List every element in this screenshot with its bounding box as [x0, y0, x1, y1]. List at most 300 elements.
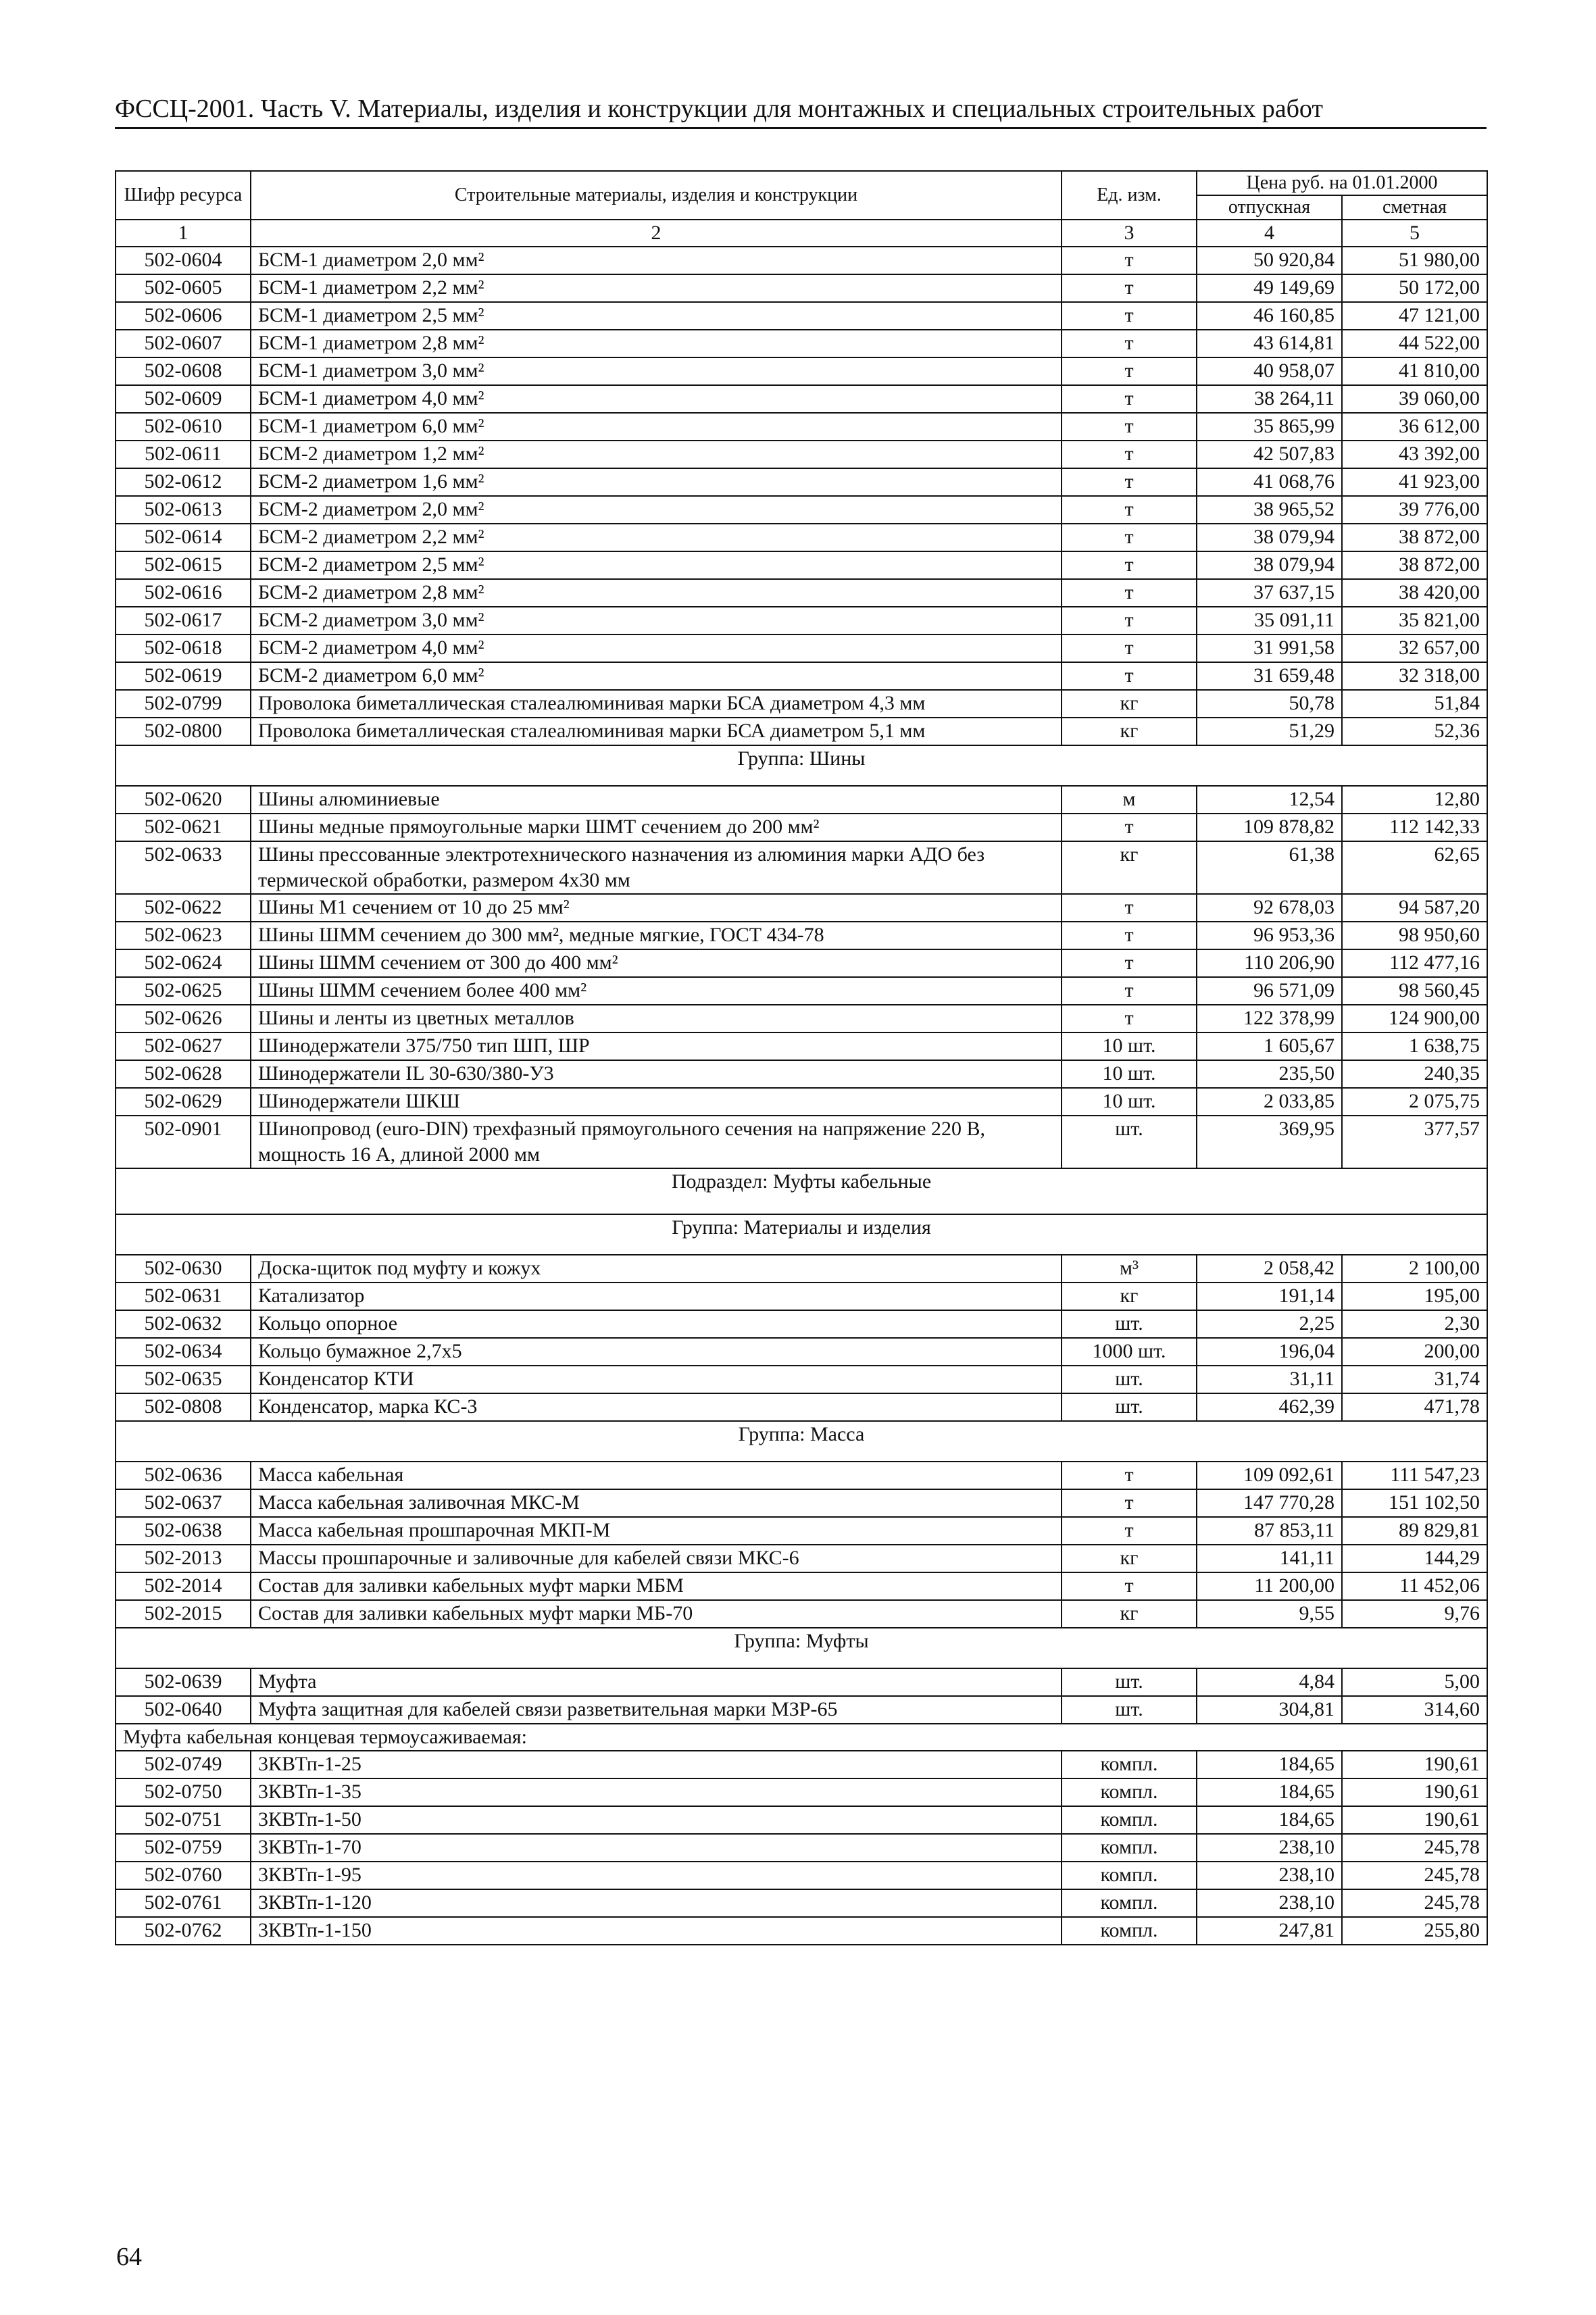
resource-code-cell: 502-0622 — [116, 894, 251, 922]
material-name-cell: БСМ-2 диаметром 6,0 мм² — [251, 662, 1062, 690]
estimate-price-cell: 89 829,81 — [1342, 1517, 1487, 1545]
resource-code-cell: 502-0636 — [116, 1462, 251, 1489]
table-row — [116, 1751, 1487, 1778]
release-price-cell: 247,81 — [1197, 1917, 1342, 1945]
unit-cell: м³ — [1062, 1255, 1197, 1283]
material-name-cell: Масса кабельная — [251, 1462, 1062, 1489]
estimate-price-cell: 195,00 — [1342, 1283, 1487, 1310]
estimate-price-cell: 2,30 — [1342, 1310, 1487, 1338]
heading-row — [116, 1724, 1487, 1751]
release-price-cell: 37 637,15 — [1197, 579, 1342, 607]
table-row — [116, 1806, 1487, 1834]
resource-code-cell: 502-0632 — [116, 1310, 251, 1338]
estimate-price-cell: 39 060,00 — [1342, 385, 1487, 413]
unit-cell: шт. — [1062, 1393, 1197, 1421]
material-name-cell: БСМ-1 диаметром 2,0 мм² — [251, 247, 1062, 274]
unit-cell: т — [1062, 1517, 1197, 1545]
column-header-name: Строительные материалы, изделия и конструкции — [251, 171, 1062, 220]
material-name-cell: БСМ-1 диаметром 3,0 мм² — [251, 357, 1062, 385]
material-name-cell: Доска-щиток под муфту и кожух — [251, 1255, 1062, 1283]
unit-cell: 10 шт. — [1062, 1060, 1197, 1088]
unit-cell: т — [1062, 302, 1197, 330]
table-row — [116, 607, 1487, 634]
release-price-cell: 110 206,90 — [1197, 949, 1342, 977]
table-row — [116, 302, 1487, 330]
estimate-price-cell: 1 638,75 — [1342, 1032, 1487, 1060]
resource-code-cell: 502-0631 — [116, 1283, 251, 1310]
release-price-cell: 109 092,61 — [1197, 1462, 1342, 1489]
unit-cell: кг — [1062, 1545, 1197, 1572]
estimate-price-cell: 36 612,00 — [1342, 413, 1487, 441]
material-name-cell: Шинодержатели 375/750 тип ШП, ШР — [251, 1032, 1062, 1060]
estimate-price-cell: 39 776,00 — [1342, 496, 1487, 524]
resource-code-cell: 502-0621 — [116, 814, 251, 841]
material-name-cell: БСМ-2 диаметром 2,8 мм² — [251, 579, 1062, 607]
table-row — [116, 1338, 1487, 1366]
column-number: 5 — [1342, 220, 1487, 247]
release-price-cell: 40 958,07 — [1197, 357, 1342, 385]
release-price-cell: 1 605,67 — [1197, 1032, 1342, 1060]
release-price-cell: 31 991,58 — [1197, 634, 1342, 662]
unit-cell: компл. — [1062, 1917, 1197, 1945]
release-price-cell: 122 378,99 — [1197, 1005, 1342, 1032]
release-price-cell: 49 149,69 — [1197, 274, 1342, 302]
estimate-price-cell: 111 547,23 — [1342, 1462, 1487, 1489]
estimate-price-cell: 32 318,00 — [1342, 662, 1487, 690]
table-row — [116, 1393, 1487, 1421]
material-name-cell: Масса кабельная прошпарочная МКП-М — [251, 1517, 1062, 1545]
resource-code-cell: 502-0750 — [116, 1778, 251, 1806]
estimate-price-cell: 38 872,00 — [1342, 524, 1487, 551]
release-price-cell: 191,14 — [1197, 1283, 1342, 1310]
unit-cell: т — [1062, 579, 1197, 607]
release-price-cell: 43 614,81 — [1197, 330, 1342, 357]
resource-code-cell: 502-0761 — [116, 1889, 251, 1917]
unit-cell: шт. — [1062, 1668, 1197, 1696]
estimate-price-cell: 245,78 — [1342, 1862, 1487, 1889]
release-price-cell: 238,10 — [1197, 1862, 1342, 1889]
release-price-cell: 35 091,11 — [1197, 607, 1342, 634]
table-row — [116, 441, 1487, 468]
resource-code-cell: 502-0610 — [116, 413, 251, 441]
material-name-cell: Шины М1 сечением от 10 до 25 мм² — [251, 894, 1062, 922]
material-name-cell: Проволока биметаллическая сталеалюминивая марки БСА диаметром 4,3 мм — [251, 690, 1062, 718]
release-price-cell: 46 160,85 — [1197, 302, 1342, 330]
unit-cell: т — [1062, 1005, 1197, 1032]
unit-cell: т — [1062, 468, 1197, 496]
resource-code-cell: 502-0606 — [116, 302, 251, 330]
resource-code-cell: 502-0607 — [116, 330, 251, 357]
unit-cell: т — [1062, 247, 1197, 274]
estimate-price-cell: 190,61 — [1342, 1778, 1487, 1806]
estimate-price-cell: 50 172,00 — [1342, 274, 1487, 302]
material-name-cell: Проволока биметаллическая сталеалюминивая марки БСА диаметром 5,1 мм — [251, 718, 1062, 745]
estimate-price-cell: 47 121,00 — [1342, 302, 1487, 330]
release-price-cell: 87 853,11 — [1197, 1517, 1342, 1545]
unit-cell: т — [1062, 1572, 1197, 1600]
estimate-price-cell: 112 142,33 — [1342, 814, 1487, 841]
material-name-cell: БСМ-2 диаметром 2,0 мм² — [251, 496, 1062, 524]
resource-code-cell: 502-0618 — [116, 634, 251, 662]
table-row — [116, 330, 1487, 357]
release-price-cell: 462,39 — [1197, 1393, 1342, 1421]
release-price-cell: 42 507,83 — [1197, 441, 1342, 468]
estimate-price-cell: 43 392,00 — [1342, 441, 1487, 468]
estimate-price-cell: 314,60 — [1342, 1696, 1487, 1724]
resource-code-cell: 502-0638 — [116, 1517, 251, 1545]
estimate-price-cell: 38 420,00 — [1342, 579, 1487, 607]
resource-code-cell: 502-0616 — [116, 579, 251, 607]
resource-code-cell: 502-0634 — [116, 1338, 251, 1366]
table-row — [116, 496, 1487, 524]
table-row — [116, 1834, 1487, 1862]
release-price-cell: 196,04 — [1197, 1338, 1342, 1366]
material-name-cell: 3КВТп-1-70 — [251, 1834, 1062, 1862]
unit-cell: т — [1062, 385, 1197, 413]
table-row — [116, 579, 1487, 607]
table-row — [116, 357, 1487, 385]
table-row — [116, 977, 1487, 1005]
estimate-price-cell: 471,78 — [1342, 1393, 1487, 1421]
release-price-cell: 11 200,00 — [1197, 1572, 1342, 1600]
estimate-price-cell: 51,84 — [1342, 690, 1487, 718]
unit-cell: компл. — [1062, 1751, 1197, 1778]
material-name-cell: Муфта защитная для кабелей связи разветвительная марки МЗР-65 — [251, 1696, 1062, 1724]
unit-cell: кг — [1062, 841, 1197, 894]
resource-code-cell: 502-0639 — [116, 1668, 251, 1696]
resource-code-cell: 502-0612 — [116, 468, 251, 496]
material-name-cell: БСМ-1 диаметром 2,5 мм² — [251, 302, 1062, 330]
material-name-cell: БСМ-2 диаметром 1,6 мм² — [251, 468, 1062, 496]
material-name-cell: Массы прошпарочные и заливочные для кабелей связи МКС-6 — [251, 1545, 1062, 1572]
material-name-cell: 3КВТп-1-120 — [251, 1889, 1062, 1917]
column-header-estimate-price: сметная — [1342, 195, 1487, 220]
material-name-cell: 3КВТп-1-150 — [251, 1917, 1062, 1945]
material-name-cell: Конденсатор КТИ — [251, 1366, 1062, 1393]
price-table — [115, 170, 1488, 1945]
unit-cell: компл. — [1062, 1889, 1197, 1917]
material-name-cell: БСМ-2 диаметром 2,2 мм² — [251, 524, 1062, 551]
unit-cell: шт. — [1062, 1116, 1197, 1168]
group-title: Группа: Муфты — [116, 1628, 1487, 1668]
material-name-cell: Кольцо бумажное 2,7х5 — [251, 1338, 1062, 1366]
material-name-cell: Катализатор — [251, 1283, 1062, 1310]
unit-cell: компл. — [1062, 1778, 1197, 1806]
resource-code-cell: 502-0800 — [116, 718, 251, 745]
release-price-cell: 38 079,94 — [1197, 551, 1342, 579]
material-name-cell: 3КВТп-1-95 — [251, 1862, 1062, 1889]
group-row — [116, 1421, 1487, 1462]
column-header-release-price: отпускная — [1197, 195, 1342, 220]
unit-cell: 10 шт. — [1062, 1088, 1197, 1116]
table-row — [116, 468, 1487, 496]
release-price-cell: 235,50 — [1197, 1060, 1342, 1088]
material-name-cell: БСМ-2 диаметром 3,0 мм² — [251, 607, 1062, 634]
column-header-unit: Ед. изм. — [1062, 171, 1197, 220]
material-name-cell: БСМ-1 диаметром 6,0 мм² — [251, 413, 1062, 441]
unit-cell: т — [1062, 357, 1197, 385]
table-row — [116, 1310, 1487, 1338]
table-row — [116, 786, 1487, 814]
category-heading: Муфта кабельная концевая термоусаживаемая: — [116, 1724, 1487, 1751]
table-row — [116, 922, 1487, 949]
material-name-cell: Шинопровод (euro-DIN) трехфазный прямоугольного сечения на напряжение 220 В, мощность 16 А, длиной 2000 мм — [251, 1116, 1062, 1168]
estimate-price-cell: 94 587,20 — [1342, 894, 1487, 922]
group-title: Группа: Шины — [116, 745, 1487, 786]
subsection-title: Подраздел: Муфты кабельные — [116, 1168, 1487, 1214]
estimate-price-cell: 35 821,00 — [1342, 607, 1487, 634]
table-row — [116, 1862, 1487, 1889]
table-row — [116, 1696, 1487, 1724]
estimate-price-cell: 11 452,06 — [1342, 1572, 1487, 1600]
table-row — [116, 385, 1487, 413]
unit-cell: т — [1062, 634, 1197, 662]
release-price-cell: 96 571,09 — [1197, 977, 1342, 1005]
release-price-cell: 92 678,03 — [1197, 894, 1342, 922]
table-row — [116, 662, 1487, 690]
group-title: Группа: Материалы и изделия — [116, 1214, 1487, 1255]
table-row — [116, 894, 1487, 922]
resource-code-cell: 502-2015 — [116, 1600, 251, 1628]
release-price-cell: 109 878,82 — [1197, 814, 1342, 841]
table-row — [116, 1917, 1487, 1945]
unit-cell: шт. — [1062, 1310, 1197, 1338]
release-price-cell: 31,11 — [1197, 1366, 1342, 1393]
material-name-cell: Состав для заливки кабельных муфт марки МБ-70 — [251, 1600, 1062, 1628]
estimate-price-cell: 41 810,00 — [1342, 357, 1487, 385]
unit-cell: т — [1062, 330, 1197, 357]
estimate-price-cell: 377,57 — [1342, 1116, 1487, 1168]
resource-code-cell: 502-0635 — [116, 1366, 251, 1393]
material-name-cell: Шины ШММ сечением от 300 до 400 мм² — [251, 949, 1062, 977]
material-name-cell: Шины медные прямоугольные марки ШМТ сечением до 200 мм² — [251, 814, 1062, 841]
material-name-cell: БСМ-2 диаметром 2,5 мм² — [251, 551, 1062, 579]
document-title: ФССЦ-2001. Часть V. Материалы, изделия и конструкции для монтажных и специальных строительных работ — [115, 93, 1487, 129]
resource-code-cell: 502-0749 — [116, 1751, 251, 1778]
resource-code-cell: 502-0626 — [116, 1005, 251, 1032]
unit-cell: т — [1062, 894, 1197, 922]
material-name-cell: Шины ШММ сечением более 400 мм² — [251, 977, 1062, 1005]
column-number: 1 — [116, 220, 251, 247]
estimate-price-cell: 38 872,00 — [1342, 551, 1487, 579]
release-price-cell: 184,65 — [1197, 1751, 1342, 1778]
group-title: Группа: Масса — [116, 1421, 1487, 1462]
release-price-cell: 38 965,52 — [1197, 496, 1342, 524]
subsection-row — [116, 1168, 1487, 1214]
unit-cell: т — [1062, 814, 1197, 841]
group-row — [116, 1214, 1487, 1255]
estimate-price-cell: 2 075,75 — [1342, 1088, 1487, 1116]
column-number: 3 — [1062, 220, 1197, 247]
estimate-price-cell: 12,80 — [1342, 786, 1487, 814]
estimate-price-cell: 151 102,50 — [1342, 1489, 1487, 1517]
release-price-cell: 238,10 — [1197, 1834, 1342, 1862]
release-price-cell: 4,84 — [1197, 1668, 1342, 1696]
table-row — [116, 841, 1487, 894]
release-price-cell: 147 770,28 — [1197, 1489, 1342, 1517]
resource-code-cell: 502-0615 — [116, 551, 251, 579]
table-row — [116, 1668, 1487, 1696]
estimate-price-cell: 2 100,00 — [1342, 1255, 1487, 1283]
resource-code-cell: 502-0628 — [116, 1060, 251, 1088]
page-number: 64 — [116, 2243, 142, 2271]
unit-cell: кг — [1062, 690, 1197, 718]
unit-cell: т — [1062, 496, 1197, 524]
material-name-cell: Шинодержатели IL 30-630/380-У3 — [251, 1060, 1062, 1088]
estimate-price-cell: 44 522,00 — [1342, 330, 1487, 357]
unit-cell: т — [1062, 977, 1197, 1005]
material-name-cell: 3КВТп-1-50 — [251, 1806, 1062, 1834]
release-price-cell: 61,38 — [1197, 841, 1342, 894]
release-price-cell: 51,29 — [1197, 718, 1342, 745]
estimate-price-cell: 144,29 — [1342, 1545, 1487, 1572]
resource-code-cell: 502-2014 — [116, 1572, 251, 1600]
unit-cell: компл. — [1062, 1862, 1197, 1889]
estimate-price-cell: 112 477,16 — [1342, 949, 1487, 977]
column-number: 4 — [1197, 220, 1342, 247]
estimate-price-cell: 32 657,00 — [1342, 634, 1487, 662]
unit-cell: шт. — [1062, 1696, 1197, 1724]
resource-code-cell: 502-0751 — [116, 1806, 251, 1834]
material-name-cell: Состав для заливки кабельных муфт марки МБМ — [251, 1572, 1062, 1600]
estimate-price-cell: 98 950,60 — [1342, 922, 1487, 949]
table-row — [116, 634, 1487, 662]
unit-cell: компл. — [1062, 1834, 1197, 1862]
resource-code-cell: 502-0640 — [116, 1696, 251, 1724]
estimate-price-cell: 245,78 — [1342, 1834, 1487, 1862]
table-row — [116, 1032, 1487, 1060]
material-name-cell: БСМ-1 диаметром 4,0 мм² — [251, 385, 1062, 413]
release-price-cell: 369,95 — [1197, 1116, 1342, 1168]
material-name-cell: Конденсатор, марка КС-3 — [251, 1393, 1062, 1421]
unit-cell: т — [1062, 524, 1197, 551]
resource-code-cell: 502-0619 — [116, 662, 251, 690]
unit-cell: т — [1062, 607, 1197, 634]
unit-cell: т — [1062, 1489, 1197, 1517]
table-row — [116, 524, 1487, 551]
resource-code-cell: 502-2013 — [116, 1545, 251, 1572]
material-name-cell: Кольцо опорное — [251, 1310, 1062, 1338]
estimate-price-cell: 240,35 — [1342, 1060, 1487, 1088]
unit-cell: т — [1062, 949, 1197, 977]
table-row — [116, 814, 1487, 841]
estimate-price-cell: 190,61 — [1342, 1806, 1487, 1834]
resource-code-cell: 502-0620 — [116, 786, 251, 814]
unit-cell: т — [1062, 274, 1197, 302]
release-price-cell: 96 953,36 — [1197, 922, 1342, 949]
release-price-cell: 238,10 — [1197, 1889, 1342, 1917]
table-row — [116, 1283, 1487, 1310]
column-header-price: Цена руб. на 01.01.2000 — [1197, 171, 1487, 195]
unit-cell: т — [1062, 922, 1197, 949]
release-price-cell: 38 079,94 — [1197, 524, 1342, 551]
resource-code-cell: 502-0633 — [116, 841, 251, 894]
table-row — [116, 690, 1487, 718]
release-price-cell: 12,54 — [1197, 786, 1342, 814]
table-row — [116, 1889, 1487, 1917]
resource-code-cell: 502-0604 — [116, 247, 251, 274]
unit-cell: т — [1062, 551, 1197, 579]
resource-code-cell: 502-0625 — [116, 977, 251, 1005]
unit-cell: т — [1062, 441, 1197, 468]
unit-cell: т — [1062, 1462, 1197, 1489]
material-name-cell: БСМ-1 диаметром 2,2 мм² — [251, 274, 1062, 302]
material-name-cell: Шины алюминиевые — [251, 786, 1062, 814]
resource-code-cell: 502-0614 — [116, 524, 251, 551]
material-name-cell: Шинодержатели ШКШ — [251, 1088, 1062, 1116]
table-row — [116, 1517, 1487, 1545]
material-name-cell: БСМ-1 диаметром 2,8 мм² — [251, 330, 1062, 357]
table-row — [116, 1545, 1487, 1572]
table-row — [116, 1255, 1487, 1283]
material-name-cell: Шины и ленты из цветных металлов — [251, 1005, 1062, 1032]
release-price-cell: 304,81 — [1197, 1696, 1342, 1724]
release-price-cell: 35 865,99 — [1197, 413, 1342, 441]
resource-code-cell: 502-0613 — [116, 496, 251, 524]
table-row — [116, 1005, 1487, 1032]
material-name-cell: Шины прессованные электротехнического назначения из алюминия марки АДО без термической обработки, размером 4х30 мм — [251, 841, 1062, 894]
estimate-price-cell: 98 560,45 — [1342, 977, 1487, 1005]
estimate-price-cell: 200,00 — [1342, 1338, 1487, 1366]
table-row — [116, 551, 1487, 579]
release-price-cell: 2 033,85 — [1197, 1088, 1342, 1116]
resource-code-cell: 502-0762 — [116, 1917, 251, 1945]
estimate-price-cell: 62,65 — [1342, 841, 1487, 894]
resource-code-cell: 502-0629 — [116, 1088, 251, 1116]
resource-code-cell: 502-0630 — [116, 1255, 251, 1283]
table-row — [116, 1778, 1487, 1806]
table-row — [116, 1600, 1487, 1628]
resource-code-cell: 502-0624 — [116, 949, 251, 977]
release-price-cell: 184,65 — [1197, 1778, 1342, 1806]
table-row — [116, 949, 1487, 977]
material-name-cell: 3КВТп-1-25 — [251, 1751, 1062, 1778]
table-row — [116, 413, 1487, 441]
material-name-cell: БСМ-2 диаметром 1,2 мм² — [251, 441, 1062, 468]
table-row — [116, 1462, 1487, 1489]
unit-cell: 1000 шт. — [1062, 1338, 1197, 1366]
unit-cell: кг — [1062, 718, 1197, 745]
table-row — [116, 1489, 1487, 1517]
table-row — [116, 1572, 1487, 1600]
resource-code-cell: 502-0808 — [116, 1393, 251, 1421]
resource-code-cell: 502-0617 — [116, 607, 251, 634]
unit-cell: компл. — [1062, 1806, 1197, 1834]
table-row — [116, 1366, 1487, 1393]
estimate-price-cell: 190,61 — [1342, 1751, 1487, 1778]
table-row — [116, 247, 1487, 274]
unit-cell: т — [1062, 413, 1197, 441]
resource-code-cell: 502-0623 — [116, 922, 251, 949]
material-name-cell: Масса кабельная заливочная МКС-М — [251, 1489, 1062, 1517]
estimate-price-cell: 9,76 — [1342, 1600, 1487, 1628]
unit-cell: м — [1062, 786, 1197, 814]
unit-cell: шт. — [1062, 1366, 1197, 1393]
unit-cell: кг — [1062, 1600, 1197, 1628]
estimate-price-cell: 255,80 — [1342, 1917, 1487, 1945]
resource-code-cell: 502-0799 — [116, 690, 251, 718]
table-body — [116, 247, 1487, 1945]
resource-code-cell: 502-0608 — [116, 357, 251, 385]
release-price-cell: 184,65 — [1197, 1806, 1342, 1834]
table-row — [116, 274, 1487, 302]
resource-code-cell: 502-0637 — [116, 1489, 251, 1517]
table-row — [116, 1060, 1487, 1088]
resource-code-cell: 502-0759 — [116, 1834, 251, 1862]
estimate-price-cell: 124 900,00 — [1342, 1005, 1487, 1032]
release-price-cell: 9,55 — [1197, 1600, 1342, 1628]
column-number: 2 — [251, 220, 1062, 247]
